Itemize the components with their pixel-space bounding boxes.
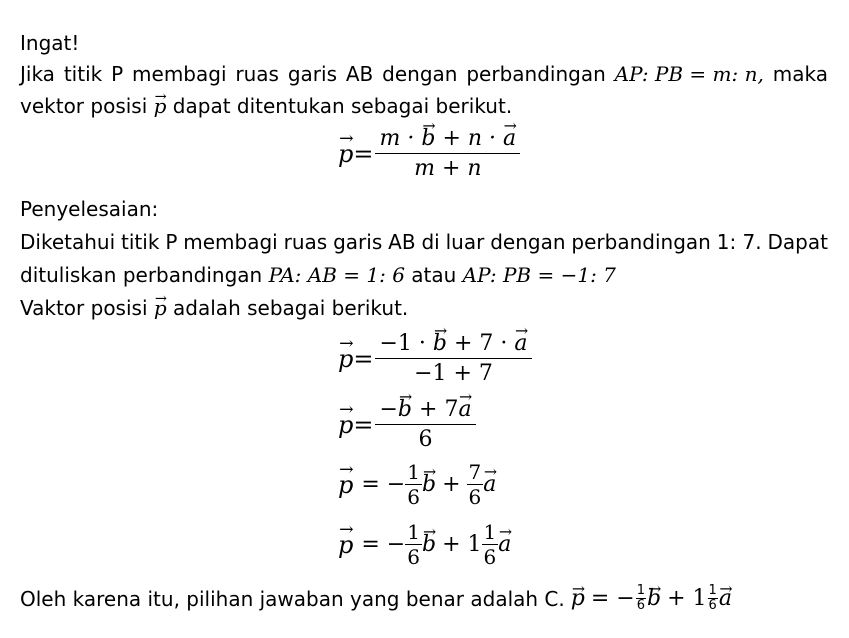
formula-fraction [375, 126, 520, 181]
intro-line-2 [20, 93, 512, 119]
vector-a: → a [498, 532, 511, 557]
step-1-numerator [375, 331, 531, 359]
given-word: Dapat [767, 230, 828, 254]
vector-p: → p [338, 411, 353, 439]
given-word: AB [388, 230, 416, 254]
fraction-numerator: 1 [407, 460, 420, 484]
ratio-text: dituliskan perbandingan [20, 263, 263, 287]
equals-sign: = [353, 344, 374, 373]
vector-b: → b [422, 472, 436, 497]
step-1-fraction [375, 331, 531, 386]
given-word: dengan [490, 230, 566, 254]
math-text: + 1 [667, 585, 707, 611]
step-lhs [338, 345, 373, 373]
ratio-math-1: PA: AB = 1: 6 [268, 263, 405, 287]
fraction-one-sixth [405, 520, 422, 569]
formula-denominator: m + n [414, 156, 482, 181]
equals-sign: = [353, 410, 374, 439]
given-line [20, 229, 828, 255]
given-word: P [165, 230, 178, 254]
vector-intro-text: Vaktor posisi [20, 296, 148, 320]
math-text: = − [361, 532, 406, 557]
intro-word: titik [63, 62, 103, 86]
math-text: + [442, 472, 461, 497]
fraction-seven-sixths [467, 460, 484, 509]
intro-line-1 [20, 61, 828, 87]
formula-lhs [338, 140, 373, 168]
fraction-numerator: 1 [636, 583, 645, 598]
intro-word: membagi [132, 62, 227, 86]
fraction-one-sixth-small [636, 584, 646, 613]
intro-text: dapat ditentukan sebagai berikut. [172, 94, 513, 118]
vector-a: → a [719, 586, 732, 612]
step-2-fraction [375, 397, 475, 452]
given-word: perbandingan [571, 230, 711, 254]
vector-intro-text: adalah sebagai berikut. [173, 296, 409, 320]
math-text: = − [361, 472, 406, 497]
vector-b: → b [398, 397, 412, 422]
vector-p: → p [571, 586, 585, 612]
vector-b: → b [421, 126, 435, 151]
given-word: Diketahui [20, 230, 116, 254]
intro-word: perbandingan [466, 62, 606, 86]
fraction-denominator: 6 [483, 545, 497, 569]
vector-a: → a [458, 397, 471, 422]
general-formula [338, 126, 520, 181]
given-word: titik [121, 230, 160, 254]
vector-p: → p [338, 140, 353, 168]
step-1-denominator: −1 + 7 [414, 361, 493, 386]
vector-p: → p [338, 531, 353, 559]
vector-p: → p [338, 345, 353, 373]
given-word: membagi [183, 230, 278, 254]
intro-word: garis [287, 62, 337, 86]
fraction-denominator: 6 [407, 545, 420, 569]
vector-a: → a [503, 126, 516, 151]
fraction-numerator: 1 [708, 583, 717, 598]
solution-heading: Penyelesaian: [20, 197, 159, 221]
given-word: luar [445, 230, 485, 254]
conclusion-line [20, 584, 732, 613]
intro-text: vektor posisi [20, 94, 148, 118]
step-2-numerator [375, 397, 475, 425]
fraction-denominator: 6 [636, 598, 645, 613]
intro-word: maka [772, 62, 828, 86]
equals-sign: = [353, 139, 374, 168]
intro-word: Jika [20, 62, 55, 86]
ratio-math-2: AP: PB = −1: 7 [462, 263, 616, 287]
step-1 [338, 331, 532, 386]
intro-word: dengan [382, 62, 458, 86]
intro-word: ruas [235, 62, 279, 86]
given-word: 1: 7. [716, 230, 762, 254]
formula-numerator [375, 126, 520, 154]
step-3 [338, 460, 496, 509]
fraction-denominator: 6 [407, 485, 420, 509]
math-text: + 1 [442, 532, 482, 557]
math-text: −1 · [379, 331, 426, 356]
math-text: m · [379, 126, 415, 151]
math-text: + 7 [419, 397, 459, 422]
vector-a: → a [514, 331, 527, 356]
fraction-denominator: 6 [708, 598, 717, 613]
vector-p: → p [154, 93, 167, 119]
vector-p: → p [338, 471, 353, 499]
vector-b: → b [647, 586, 661, 612]
ratio-line [20, 262, 616, 288]
fraction-one-sixth [405, 460, 422, 509]
given-word: di [421, 230, 440, 254]
given-word: garis [333, 230, 383, 254]
given-word: ruas [283, 230, 328, 254]
vector-a: → a [483, 472, 496, 497]
fraction-one-sixth [482, 520, 499, 569]
math-text: + 7 · [454, 331, 508, 356]
ratio-text: atau [411, 263, 457, 287]
fraction-numerator: 1 [483, 520, 497, 544]
fraction-numerator: 7 [468, 460, 482, 484]
conclusion-text: Oleh karena itu, pilihan jawaban yang benar adalah C. [20, 586, 565, 611]
step-2 [338, 397, 476, 452]
fraction-denominator: 6 [468, 485, 482, 509]
fraction-numerator: 1 [407, 520, 420, 544]
math-text: − [379, 397, 398, 422]
vector-b: → b [433, 331, 447, 356]
step-4 [338, 520, 511, 569]
vector-b: → b [422, 532, 436, 557]
step-2-denominator: 6 [418, 427, 433, 452]
step-lhs [338, 411, 373, 439]
vector-p: → p [154, 295, 167, 321]
math-text: + n · [442, 126, 497, 151]
intro-word: AB [345, 62, 374, 86]
intro-word: P [111, 62, 124, 86]
vector-intro-line [20, 295, 408, 321]
fraction-one-sixth-small [708, 584, 718, 613]
reminder-heading: Ingat! [20, 31, 80, 55]
intro-ratio-math: AP: PB = m: n, [614, 62, 764, 86]
math-text: = − [590, 585, 635, 611]
